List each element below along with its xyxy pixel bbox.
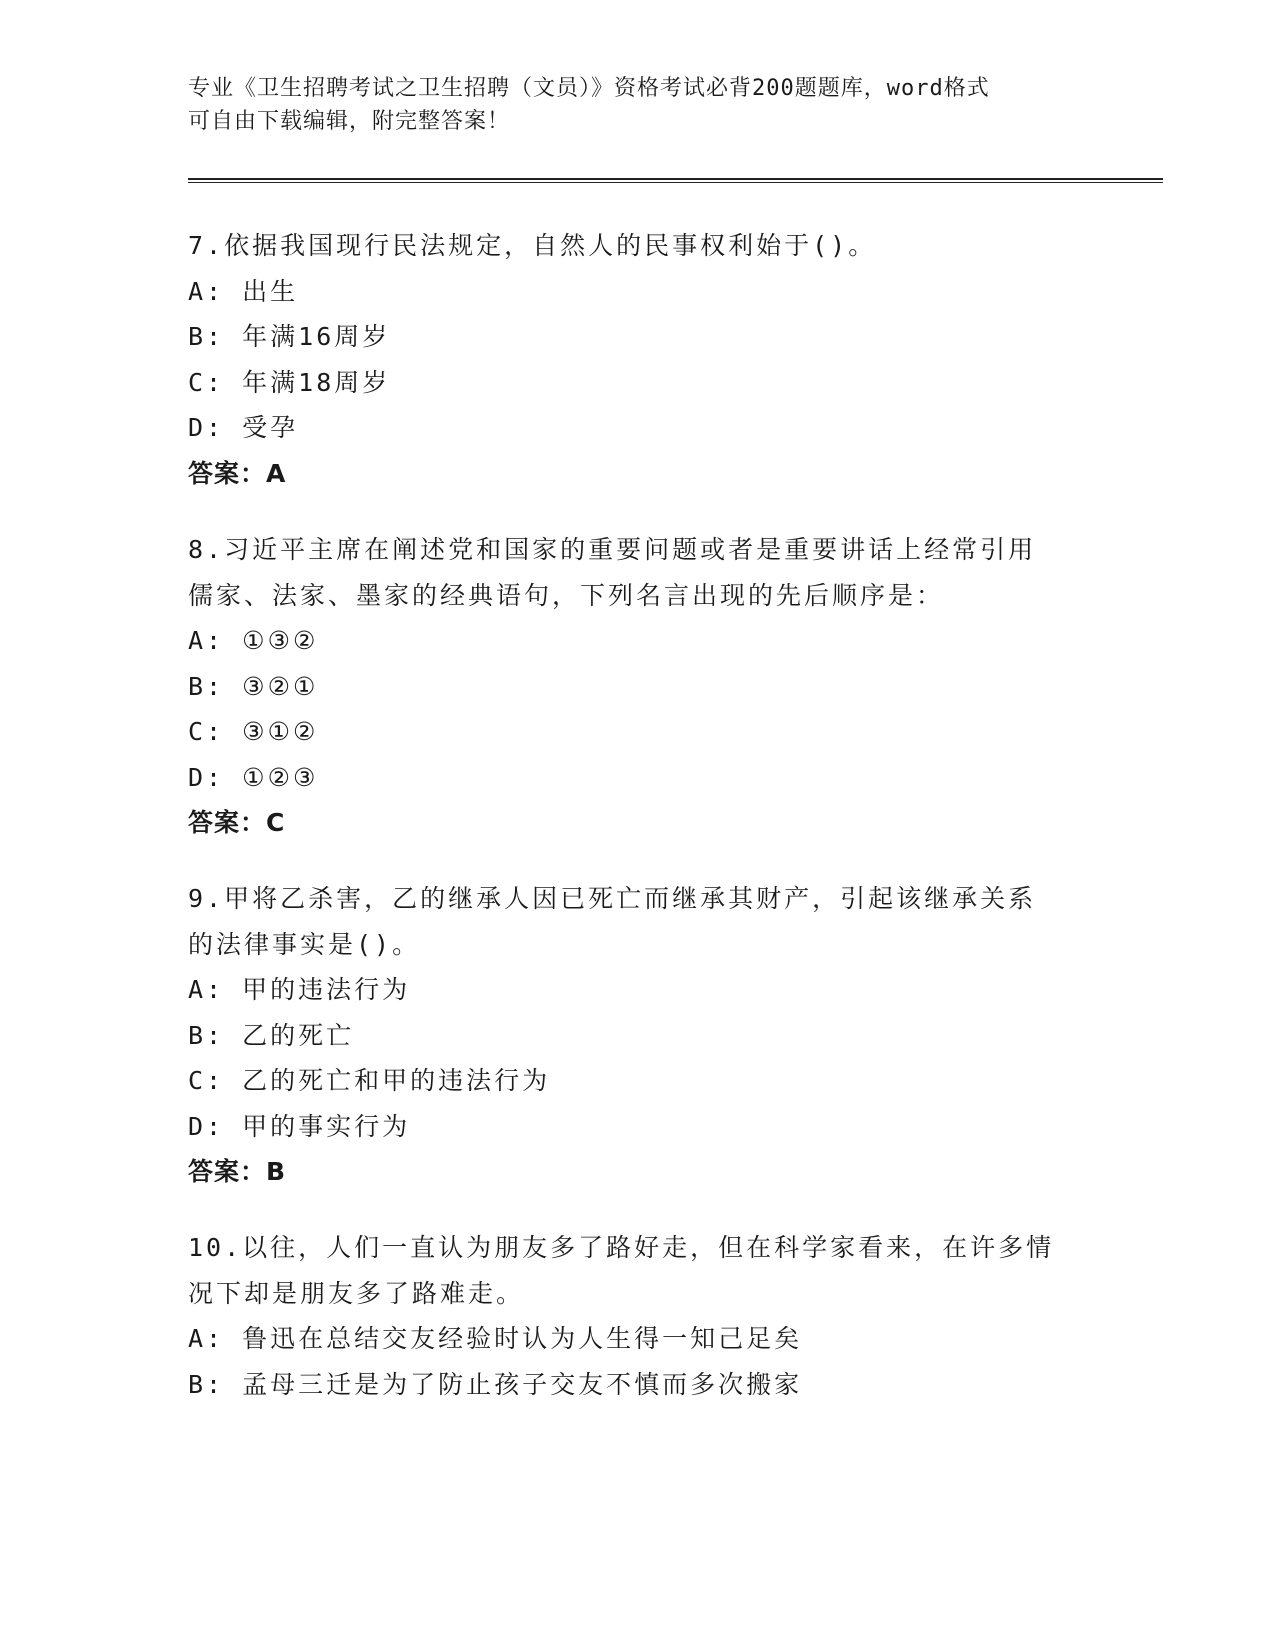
question-stem-cont: 况下却是朋友多了路难走。 — [188, 1278, 525, 1308]
answer: 答案：B — [188, 1157, 287, 1186]
option-b: B: 年满16周岁 — [188, 322, 391, 351]
option-d: D: 受孕 — [188, 413, 299, 442]
option-d: D: ①②③ — [188, 762, 319, 792]
option-a: A: 鲁迅在总结交友经验时认为人生得一知己足矣 — [188, 1324, 803, 1353]
option-b: B: 乙的死亡 — [188, 1020, 355, 1050]
question-stem: 8.习近平主席在阐述党和国家的重要问题或者是重要讲话上经常引用 — [188, 535, 1037, 564]
question-8 — [188, 527, 1088, 846]
question-stem: 10.以往，人们一直认为朋友多了路好走，但在科学家看来，在许多情 — [188, 1233, 1055, 1262]
header-line-2: 可自由下载编辑，附完整答案！ — [188, 109, 511, 134]
question-stem-cont: 的法律事实是()。 — [188, 929, 421, 959]
option-a: A: 甲的违法行为 — [188, 975, 411, 1004]
question-stem-cont: 儒家、法家、墨家的经典语句，下列名言出现的先后顺序是： — [188, 580, 945, 610]
option-b: B: ③②① — [188, 671, 319, 701]
answer: 答案：C — [188, 808, 286, 837]
question-stem: 9.甲将乙杀害，乙的继承人因已死亡而继承其财产，引起该继承关系 — [188, 884, 1037, 913]
question-9 — [188, 876, 1088, 1195]
option-a: A: ①③② — [188, 626, 319, 655]
option-c: C: 年满18周岁 — [188, 367, 391, 397]
question-7 — [188, 223, 1088, 496]
option-c: C: 乙的死亡和甲的违法行为 — [188, 1066, 551, 1095]
option-a: A: 出生 — [188, 276, 299, 306]
header-line-1: 专业《卫生招聘考试之卫生招聘（文员）》资格考试必背200题题库，word格式 — [188, 76, 990, 101]
document-header — [188, 72, 1068, 138]
question-stem: 7.依据我国现行民法规定，自然人的民事权利始于()。 — [188, 231, 877, 260]
header-divider — [188, 178, 1163, 183]
answer: 答案：A — [188, 458, 287, 488]
option-c: C: ③①② — [188, 717, 319, 746]
question-10 — [188, 1225, 1088, 1407]
option-d: D: 甲的事实行为 — [188, 1111, 411, 1141]
option-b: B: 孟母三迁是为了防止孩子交友不慎而多次搬家 — [188, 1369, 803, 1399]
